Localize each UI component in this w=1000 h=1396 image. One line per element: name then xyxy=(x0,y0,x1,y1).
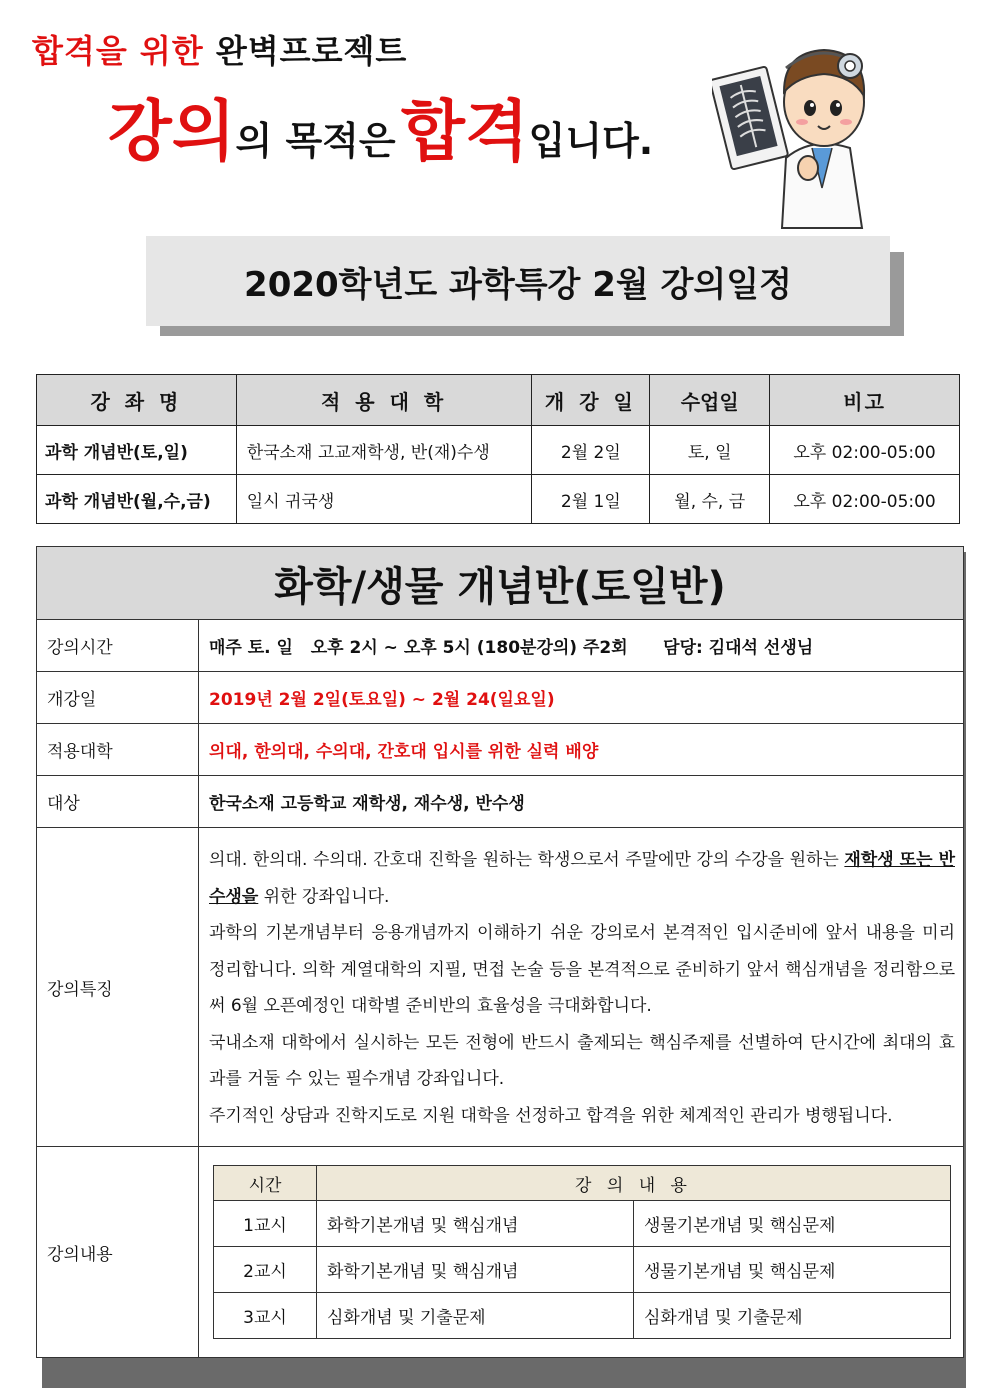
student-target: 한국소재 고등학교 재학생, 재수생, 반수생 xyxy=(199,776,964,828)
feature-paragraph xyxy=(209,842,955,915)
university-target: 의대, 한의대, 수의대, 간호대 입시를 위한 실력 배양 xyxy=(199,724,964,776)
feature-text: 위한 강좌입니다. xyxy=(258,886,390,907)
feature-paragraph: 국내소재 대학에서 실시하는 모든 전형에 반드시 출제되는 핵심주제를 선별하여 단시간에 최대의 효과를 거둘 수 있는 필수개념 강좌입니다. xyxy=(209,1032,955,1089)
feature-paragraph: 과학의 기본개념부터 응용개념까지 이해하기 쉬운 강의로서 본격적인 입시준비에 앞서 내용을 미리 정리합니다. 의학 계열대학의 지필, 면접 논술 등을 본격적으로 준비하기 앞서 핵심개념을 정리함으로써 6월 오픈예정인 대학별 준비반의 효율성을 극대화합니다. xyxy=(209,923,955,1016)
table-row xyxy=(214,1201,951,1247)
biology-content: 생물기본개념 및 핵심문제 xyxy=(634,1247,951,1293)
col-period: 시간 xyxy=(214,1166,317,1201)
chemistry-content: 심화개념 및 기출문제 xyxy=(317,1293,634,1339)
label-target: 대상 xyxy=(37,776,199,828)
table-row xyxy=(37,426,960,475)
schedule-header-row xyxy=(37,375,960,426)
lecture-time: 매주 토. 일 오후 2시 ~ 오후 5시 (180분강의) 주2회 담당: 김대석 선생님 xyxy=(199,620,964,672)
col-class-days: 수업일 xyxy=(650,375,770,426)
target-university: 일시 귀국생 xyxy=(236,475,532,524)
class-time: 오후 02:00-05:00 xyxy=(770,426,960,475)
col-note: 비고 xyxy=(770,375,960,426)
headline-black-text: 완벽프로젝트 xyxy=(215,32,408,70)
chemistry-content: 화학기본개념 및 핵심개념 xyxy=(317,1201,634,1247)
course-name: 과학 개념반(토,일) xyxy=(37,426,237,475)
schedule-title-banner: 2020학년도 과학특강 2월 강의일정 xyxy=(146,236,890,326)
lecture-content-table xyxy=(213,1165,951,1339)
feature-paragraph: 주기적인 상담과 진학지도로 지원 대학을 선정하고 합격을 위한 체계적인 관리가 병행됩니다. xyxy=(209,1105,893,1126)
lecture-features xyxy=(199,828,964,1147)
headline-lecture: 강의 xyxy=(108,93,236,170)
feature-emphasis: 재학생 또는 반수생을 xyxy=(209,850,955,907)
col-content: 강 의 내 용 xyxy=(317,1166,951,1201)
class-days: 토, 일 xyxy=(650,426,770,475)
headline-red-text: 합격을 위한 xyxy=(32,32,204,70)
headline-purpose: 의 목적은 xyxy=(235,119,396,163)
period: 1교시 xyxy=(214,1201,317,1247)
table-row xyxy=(214,1293,951,1339)
headline-top xyxy=(32,26,407,72)
col-start-date: 개 강 일 xyxy=(532,375,650,426)
course-name: 과학 개념반(월,수,금) xyxy=(37,475,237,524)
biology-content: 심화개념 및 기출문제 xyxy=(634,1293,951,1339)
biology-content: 생물기본개념 및 핵심문제 xyxy=(634,1201,951,1247)
label-content: 강의내용 xyxy=(37,1147,199,1358)
lecture-content-cell xyxy=(199,1147,964,1358)
headline-end: 입니다. xyxy=(528,119,654,163)
class-time: 오후 02:00-05:00 xyxy=(770,475,960,524)
headline-pass: 합격 xyxy=(401,93,529,170)
table-row xyxy=(37,475,960,524)
class-days: 월, 수, 금 xyxy=(650,475,770,524)
table-row xyxy=(214,1247,951,1293)
open-date: 2019년 2월 2일(토요일) ~ 2월 24(일요일) xyxy=(199,672,964,724)
headline-main xyxy=(108,78,653,173)
doctor-illustration xyxy=(712,18,882,230)
schedule-table xyxy=(36,374,960,524)
target-university: 한국소재 고교재학생, 반(재)수생 xyxy=(236,426,532,475)
course-detail-table xyxy=(36,546,964,1358)
course-title: 화학/생물 개념반(토일반) xyxy=(37,547,964,620)
label-lecture-time: 강의시간 xyxy=(37,620,199,672)
label-features: 강의특징 xyxy=(37,828,199,1147)
chemistry-content: 화학기본개념 및 핵심개념 xyxy=(317,1247,634,1293)
start-date: 2월 1일 xyxy=(532,475,650,524)
period: 3교시 xyxy=(214,1293,317,1339)
col-university: 적 용 대 학 xyxy=(236,375,532,426)
label-open-date: 개강일 xyxy=(37,672,199,724)
feature-text: 의대. 한의대. 수의대. 간호대 진학을 원하는 학생으로서 주말에만 강의 수강을 원하는 xyxy=(209,850,845,870)
label-university: 적용대학 xyxy=(37,724,199,776)
col-course: 강 좌 명 xyxy=(37,375,237,426)
start-date: 2월 2일 xyxy=(532,426,650,475)
period: 2교시 xyxy=(214,1247,317,1293)
